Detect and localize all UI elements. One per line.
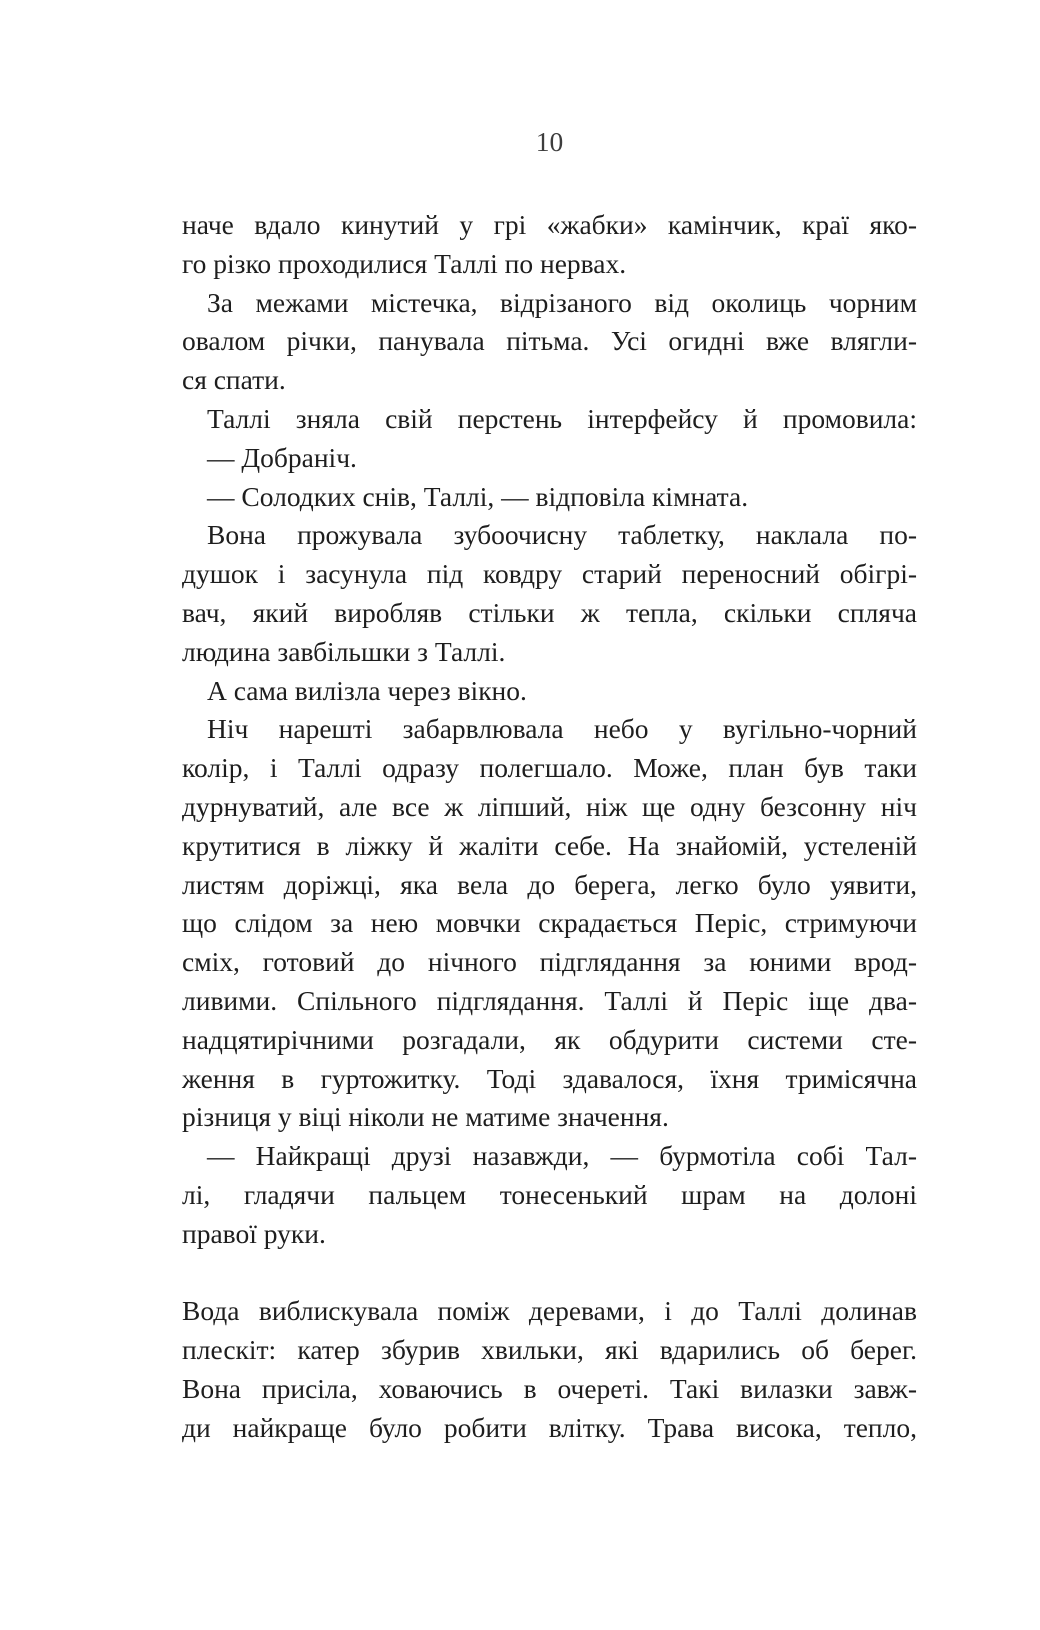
text-line: наче вдало кинутий у грі «жабки» камінчик, краї яко- [182,209,917,240]
text-line: крутитися в ліжку й жаліти себе. На знайомій, устеленій [182,829,917,861]
text-line: А сама вилізла через вікно. [207,674,527,706]
text-line: сміх, готовий до нічного підглядання за юними врод- [182,946,917,978]
text-line: дурнуватий, але все ж ліпший, ніж ще одну безсонну ніч [182,790,917,822]
text-line: ди найкраще було робити влітку. Трава висока, тепло, [182,1411,917,1443]
text-line: — Солодких снів, Таллі, — відповіла кімната. [207,480,749,512]
text-line: лі, гладячи пальцем тонесенький шрам на долоні [182,1178,917,1210]
text-line: душок і засунула під ковдру старий переносний обігрі- [182,558,917,590]
text-line: Таллі зняла свій перстень інтерфейсу й промовила: [207,402,917,434]
text-line: овалом річки, панувала пітьма. Усі огидні вже влягли- [182,325,917,357]
scene-break [182,1254,917,1293]
text-line: Ніч нарешті забарвлювала небо у вугільно-чорний [207,713,917,745]
text-line: Вона прожувала зубоочисну таблетку, наклала по- [207,519,917,551]
text-line: — Найкращі друзі назавжди, — бурмотіла собі Тал- [207,1140,917,1172]
text-line: надцятирічними розгадали, як обдурити системи сте- [182,1023,917,1055]
text-line: різниця у віці ніколи не матиме значення. [182,1101,669,1133]
text-line: ження в гуртожитку. Тоді здавалося, їхня тримісячна [182,1062,917,1094]
page-number: 10 [535,126,564,157]
text-line: ливими. Спільного підглядання. Таллі й Періс іще два- [182,984,917,1016]
text-line: вач, який виробляв стільки ж тепла, скільки спляча [182,596,917,628]
text-line: правої руки. [182,1217,326,1249]
text-line: Вона присіла, ховаючись в очереті. Такі вилазки завж- [182,1372,917,1404]
text-line: — Добраніч. [207,441,357,473]
text-line: За межами містечка, відрізаного від околиць чорним [207,286,917,318]
text-line: го різко проходилися Таллі по нервах. [182,247,627,279]
text-line: колір, і Таллі одразу полегшало. Може, план був таки [182,752,917,784]
text-line: плескіт: катер збурив хвильки, які вдарились об берег. [182,1334,917,1366]
text-line: що слідом за нею мовчки скрадається Періс, стримуючи [182,907,917,939]
text-line: ся спати. [182,364,286,396]
text-line: листям доріжці, яка вела до берега, легко було уявити, [182,868,917,900]
page-text [182,206,917,1448]
text-line: Вода виблискувала поміж деревами, і до Таллі долинав [182,1295,917,1327]
text-line: людина завбільшки з Таллі. [182,635,506,667]
